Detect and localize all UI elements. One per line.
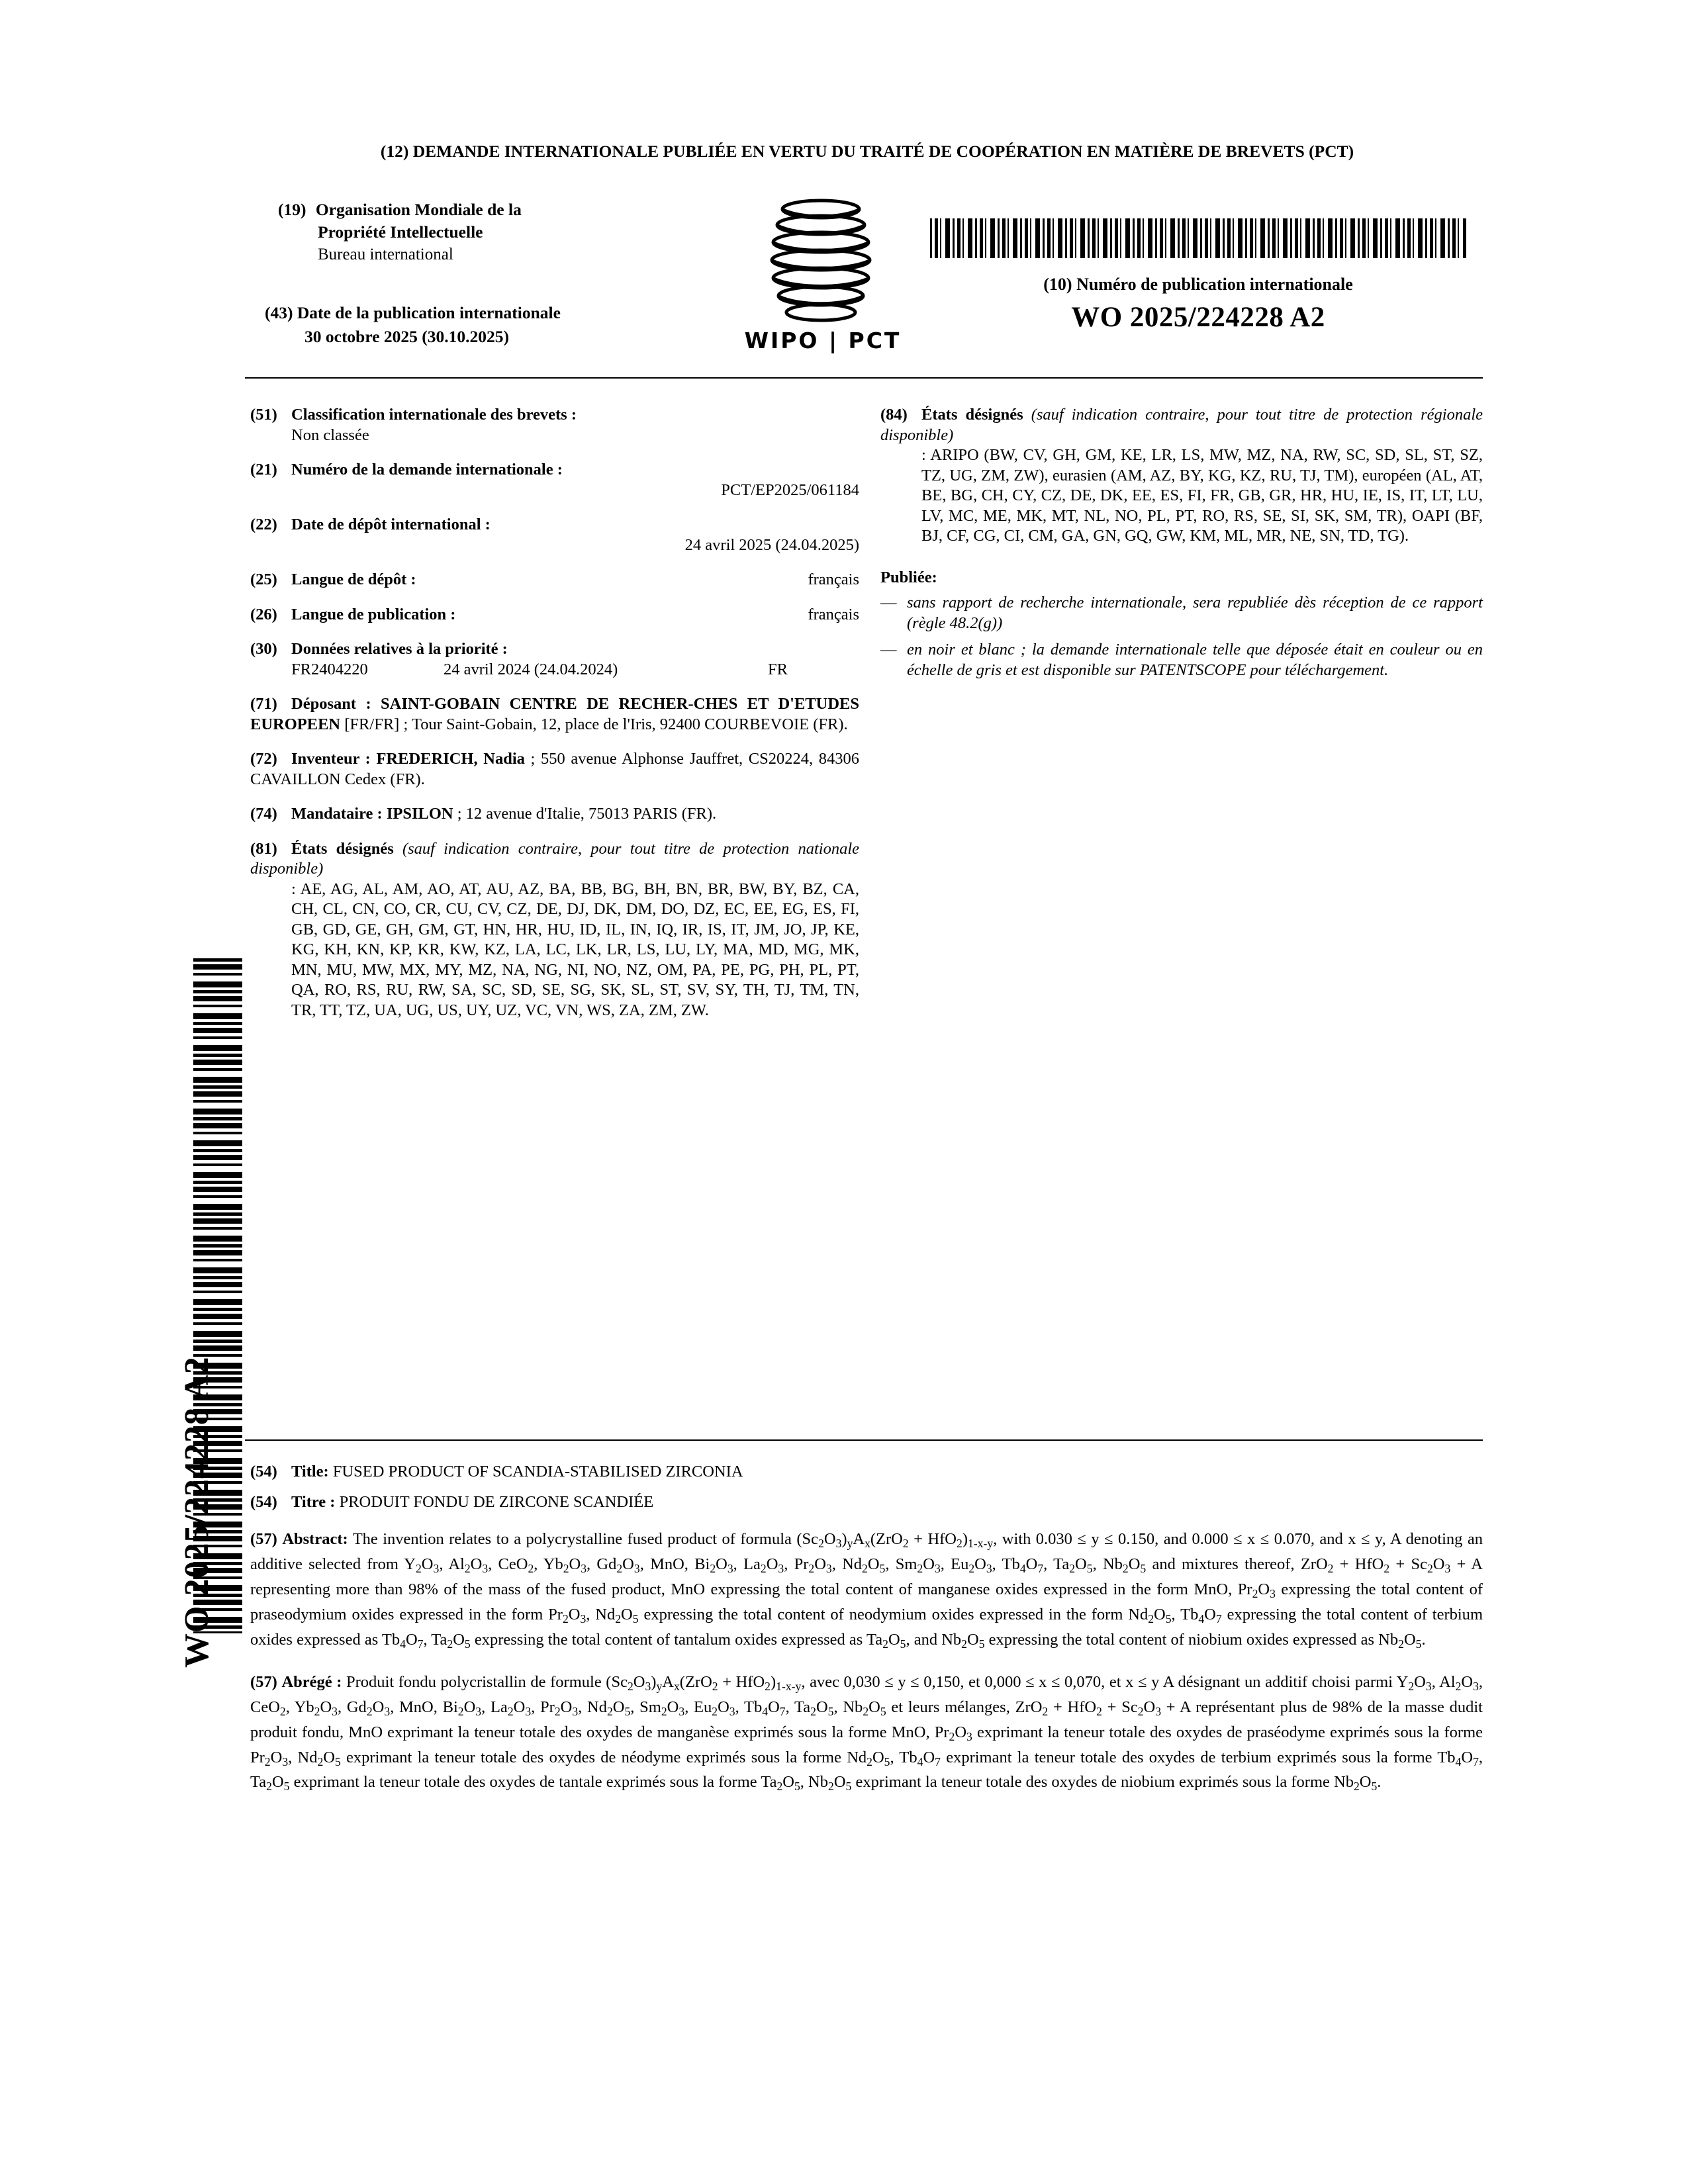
right-column <box>880 405 1483 687</box>
inventor-address: ; 550 avenue Alphonse Jauffret, CS20224, 84306 CAVAILLON Cedex (FR). <box>250 750 860 788</box>
divider-top <box>245 377 1483 379</box>
code-74: (74) <box>250 805 277 823</box>
published-item <box>880 593 1483 633</box>
field-priority <box>250 639 859 680</box>
code-54-fr: (54) <box>250 1493 277 1511</box>
code-10: (10) <box>1043 275 1072 294</box>
divider-bottom <box>245 1439 1483 1441</box>
title-fr-label: Titre : <box>291 1493 336 1511</box>
dash-bullet-icon: — <box>880 641 897 659</box>
organisation-line-2: Propriété Intellectuelle <box>318 222 483 242</box>
bottom-section <box>250 1463 1483 1797</box>
priority-label: Données relatives à la priorité : <box>291 640 508 658</box>
published-item-text: en noir et blanc ; la demande internationale telle que déposée était en couleur ou en échelle de gris et est disponible sur PATENTSCOPE pour téléchargement. <box>907 641 1483 679</box>
publication-language-label: Langue de publication : <box>291 605 456 623</box>
dash-bullet-icon: — <box>880 594 897 612</box>
priority-country: FR <box>768 660 788 678</box>
code-19: (19) <box>278 200 306 219</box>
agent-name: IPSILON <box>386 805 453 823</box>
code-51: (51) <box>250 406 277 424</box>
publication-number-value: WO 2025/224228 A2 <box>1071 302 1325 333</box>
abstract-fr-label: Abrégé : <box>281 1672 342 1691</box>
filing-language-value: français <box>808 570 859 588</box>
wipo-wordmark: WIPO | PCT <box>744 328 902 353</box>
application-number-label: Numéro de la demande internationale : <box>291 461 563 478</box>
code-72: (72) <box>250 750 277 768</box>
code-57-fr: (57) <box>250 1672 277 1691</box>
publication-language-value: français <box>808 605 859 623</box>
spine-publication-number: WO 2025/224228 A2 <box>178 1356 216 1668</box>
field-filing-language <box>250 570 859 590</box>
designated-states-national-label: États désignés <box>291 839 394 858</box>
code-43: (43) <box>265 303 293 322</box>
field-title-fr <box>250 1493 1483 1512</box>
agent-label: Mandataire : <box>291 805 383 823</box>
filing-date-label: Date de dépôt international : <box>291 516 491 533</box>
classification-value: Non classée <box>291 426 369 444</box>
abstract-en <box>250 1529 1483 1655</box>
page-title-text: DEMANDE INTERNATIONALE PUBLIÉE EN VERTU DU TRAITÉ DE COOPÉRATION EN MATIÈRE DE BREVETS (PCT) <box>412 142 1354 161</box>
code-57-en: (57) <box>250 1530 277 1548</box>
publication-date-label: Date de la publication internationale <box>297 303 561 322</box>
priority-number: FR2404220 <box>291 660 368 678</box>
code-54-en: (54) <box>250 1463 277 1480</box>
publication-date-block <box>265 301 715 349</box>
published-heading: Publiée: <box>880 568 937 586</box>
code-30: (30) <box>250 640 277 658</box>
field-agent <box>250 804 859 825</box>
code-84: (84) <box>880 406 908 424</box>
code-71: (71) <box>250 695 277 713</box>
abstract-en-text: The invention relates to a polycrystalline fused product of formula $(Sc_2O_3)_yA_x(ZrO_2 + HfO_2)_{1-x-y}$, with 0.030 ≤ y ≤ 0.150, and 0.000 ≤ x ≤ 0.070, and x ≤ y, A denoting an additive selected from $Y_2O_3$, $Al_2O_3$, CeO$_2$, $Yb_2O_3$, $Gd_2O_3$, MnO, $Bi_2O_3$, $La_2O_3$, $Pr_2O_3$, $Nd_2O_5$, $Sm_2O_3$, $Eu_2O_3$, $Tb_4O_7$, $Ta_2O_5$, $Nb_2O_5$ and mixtures thereof, $ZrO_2 + HfO_2 + Sc_2O_3 + A$ representing more than 98% of the mass of the fused product, MnO expressing the total content of manganese oxides expressed in the form MnO, $Pr_2O_3$ expressing the total content of praseodymium oxides expressed in the form $Pr_2O_3$, $Nd_2O_5$ expressing the total content of neodymium oxides expressed in the form $Nd_2O_5$, $Tb_4O_7$ expressing the total content of terbium oxides expressed as $Tb_4O_7$, $Ta_2O_5$ expressing the total content of tantalum oxides expressed as $Ta_2O_5$, and $Nb_2O_5$ expressing the total content of niobium oxides expressed as $Nb_2O_5$. <box>250 1530 1483 1651</box>
field-publication-language <box>250 605 859 625</box>
field-designated-states-national <box>250 839 859 1021</box>
abstract-en-label: Abstract: <box>282 1530 348 1548</box>
designated-states-regional-list: : ARIPO (BW, CV, GH, GM, KE, LR, LS, MW, MZ, NA, RW, SC, SD, SL, ST, SZ, TZ, UG, ZM, ZW), eurasien (AM, AZ, BY, KG, KZ, RU, TJ, TM), européen (AL, AT, BE, BG, CH, CY, CZ, DE, DK, EE, ES, FI, FR, GB, GR, HR, HU, IE, IS, IT, LT, LU, LV, MC, ME, MK, MT, NL, NO, PL, PT, RO, RS, SE, SI, SK, SM, TR), OAPI (BF, BJ, CF, CG, CI, CM, GA, GN, GQ, GW, KM, ML, MR, NE, SN, TD, TG). <box>921 446 1483 545</box>
code-26: (26) <box>250 605 277 623</box>
abstract-fr <box>250 1672 1483 1797</box>
title-en-label: Title: <box>291 1463 329 1480</box>
field-filing-date <box>250 515 859 555</box>
code-25: (25) <box>250 570 277 588</box>
application-number-value: PCT/EP2025/061184 <box>721 480 859 499</box>
publication-date-value: 30 octobre 2025 (30.10.2025) <box>305 327 510 346</box>
code-81: (81) <box>250 839 277 858</box>
applicant-name: SAINT-GOBAIN CENTRE DE RECHER-CHES ET D'ETUDES EUROPEEN <box>250 695 860 733</box>
field-inventor <box>250 749 859 790</box>
field-designated-states-regional <box>880 405 1483 547</box>
priority-row <box>250 660 859 680</box>
page-title <box>278 140 1456 162</box>
priority-date: 24 avril 2024 (24.04.2024) <box>444 660 618 678</box>
code-12: (12) <box>380 142 409 161</box>
inventor-label: Inventeur : <box>291 750 371 768</box>
field-title-en <box>250 1463 1483 1481</box>
inventor-name: FREDERICH, Nadia <box>376 750 525 768</box>
abstract-fr-text: Produit fondu polycristallin de formule $(Sc_2O_3)_yA_x(ZrO_2 + HfO_2)_{1-x-y}$, avec 0,030 ≤ y ≤ 0,150, et 0,000 ≤ x ≤ 0,070, et x ≤ y A désignant un additif choisi parmi $Y_2O_3$, $Al_2O_3$, CeO$_2$, $Yb_2O_3$, $Gd_2O_3$, MnO, $Bi_2O_3$, $La_2O_3$, $Pr_2O_3$, $Nd_2O_5$, $Sm_2O_3$, $Eu_2O_3$, $Tb_4O_7$, $Ta_2O_5$, $Nb_2O_5$ et leurs mélanges, $ZrO_2 + HfO_2 + Sc_2O_3 + A$ représentant plus de 98% de la masse dudit produit fondu, MnO exprimant la teneur totale des oxydes de manganèse exprimés sous la forme MnO, $Pr_2O_3$ exprimant la teneur totale des oxydes de praséodyme exprimés sous la forme $Pr_2O_3$, $Nd_2O_5$ exprimant la teneur totale des oxydes de néodyme exprimés sous la forme $Nd_2O_5$, $Tb_4O_7$ exprimant la teneur totale des oxydes de terbium exprimés sous la forme $Tb_4O_7$, $Ta_2O_5$ exprimant la teneur totale des oxydes de tantale exprimés sous la forme $Ta_2O_5$, $Nb_2O_5$ exprimant la teneur totale des oxydes de niobium exprimés sous la forme $Nb_2O_5$. <box>250 1672 1483 1794</box>
published-item-text: sans rapport de recherche internationale, sera republiée dès réception de ce rapport (règle 48.2(g)) <box>907 594 1483 632</box>
title-en-value: FUSED PRODUCT OF SCANDIA-STABILISED ZIRCONIA <box>332 1463 743 1480</box>
designated-states-regional-note: (sauf indication contraire, pour tout titre de protection régionale disponible) <box>880 406 1483 444</box>
left-column <box>250 405 859 1035</box>
published-item <box>880 640 1483 680</box>
applicant-address: [FR/FR] ; Tour Saint-Gobain, 12, place de l'Iris, 92400 COURBEVOIE (FR). <box>344 715 848 733</box>
filing-date-value: 24 avril 2025 (24.04.2025) <box>684 535 859 554</box>
organisation-line-3: Bureau international <box>318 246 453 263</box>
code-22: (22) <box>250 516 277 533</box>
filing-language-label: Langue de dépôt : <box>291 570 416 588</box>
field-application-number <box>250 460 859 500</box>
field-classification <box>250 405 859 445</box>
publication-number-label-text: Numéro de publication internationale <box>1076 275 1353 294</box>
applicant-label: Déposant : <box>291 695 371 713</box>
publication-number-label <box>914 275 1483 295</box>
publication-barcode-icon <box>930 218 1466 258</box>
designated-states-national-note: (sauf indication contraire, pour tout titre de protection nationale disponible) <box>250 839 860 878</box>
designated-states-regional-label: États désignés <box>921 406 1023 424</box>
title-fr-value: PRODUIT FONDU DE ZIRCONE SCANDIÉE <box>339 1493 654 1511</box>
organisation-line-1: Organisation Mondiale de la <box>315 200 522 219</box>
designated-states-national-list: : AE, AG, AL, AM, AO, AT, AU, AZ, BA, BB, BG, BH, BN, BR, BW, BY, BZ, CA, CH, CL, CN, CO, CR, CU, CV, CZ, DE, DJ, DK, DM, DO, DZ, EC, EE, EG, ES, FI, GB, GD, GE, GH, GM, GT, HN, HR, HU, ID, IL, IN, IQ, IR, IS, IT, JM, JO, JP, KE, KG, KH, KN, KP, KR, KW, KZ, LA, LC, LK, LR, LS, LU, LY, MA, MD, MG, MK, MN, MU, MW, MX, MY, MZ, NA, NG, NI, NO, NZ, OM, PA, PE, PG, PH, PL, PT, QA, RO, RS, RU, RW, SA, SC, SD, SE, SG, SK, SL, ST, SV, SY, TH, TJ, TM, TN, TR, TT, TZ, UA, UG, US, UY, UZ, VC, VN, WS, ZA, ZM, ZW. <box>291 880 859 1019</box>
organisation-block <box>278 199 702 266</box>
field-applicant <box>250 694 859 735</box>
code-21: (21) <box>250 461 277 478</box>
classification-label: Classification internationale des brevets : <box>291 406 577 424</box>
wipo-logo-icon <box>722 192 920 338</box>
agent-address: ; 12 avenue d'Italie, 75013 PARIS (FR). <box>457 805 717 823</box>
